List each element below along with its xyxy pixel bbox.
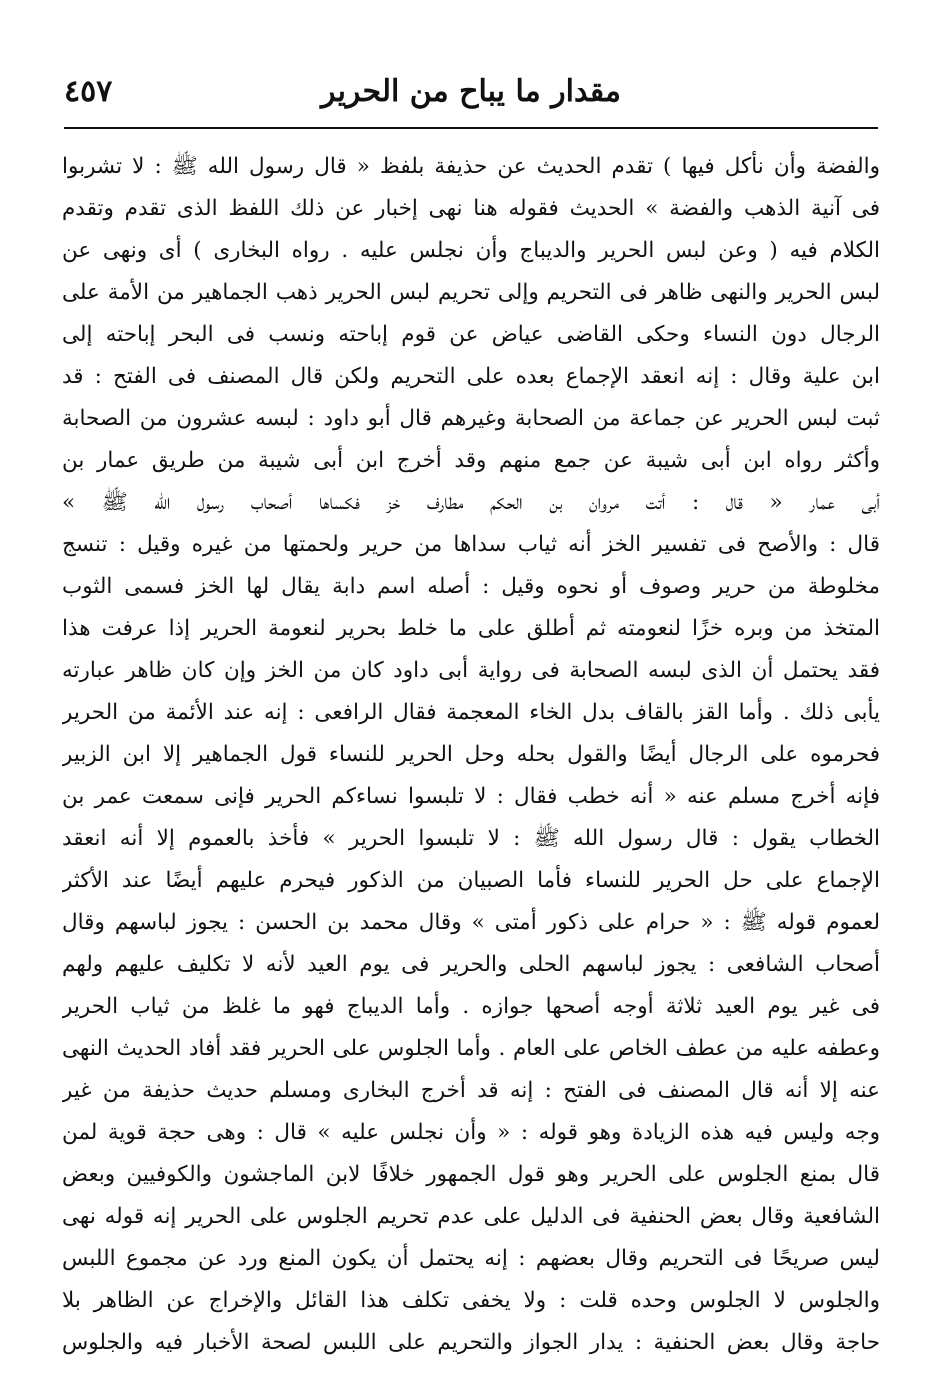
text-line: عنه إلا أنه قال المصنف فى الفتح : إنه قد أخرج البخارى ومسلم حديث حذيفة من غير <box>62 1078 880 1103</box>
text-line: الإجماع على حل الحرير للنساء فأما الصبيان من الذكور فيحرم عليهم أيضًا عند الأكثر <box>62 868 880 893</box>
text-line: فحرموه على الرجال أيضًا والقول بحله وحل الحرير للنساء قول الجماهير إلا ابن الزبير <box>62 742 880 767</box>
text-line: لبس الحرير والنهى ظاهر فى التحريم وإلى تحريم لبس الحرير ذهب الجماهير من الأمة على <box>62 280 880 305</box>
text-line: الكلام فيه ( وعن لبس الحرير والديباج وأن نجلس عليه . رواه البخارى ) أى ونهى عن <box>62 238 880 263</box>
text-line: فقد يحتمل أن الذى لبسه الصحابة فى رواية أبى داود كان من الخز وإن كان ظاهر عبارته <box>62 658 880 683</box>
text-line: فى غير يوم العيد ثلاثة أوجه أصحها جوازه . وأما الديباج فهو ما غلظ من ثياب الحرير <box>62 994 880 1019</box>
text-line: والجلوس لا الجلوس وحده قلت : ولا يخفى تكلف هذا القائل والإخراج عن الظاهر بلا <box>62 1288 880 1313</box>
text-line: وأكثر رواه ابن أبى شيبة عن جمع منهم وقد أخرج ابن أبى شيبة من طريق عمار بن <box>62 448 880 473</box>
page-number: ٤٥٧ <box>64 74 113 109</box>
text-line: ابن علية وقال : إنه انعقد الإجماع بعده على التحريم ولكن قال المصنف فى الفتح : قد <box>62 364 880 389</box>
text-line: فإنه أخرج مسلم عنه « أنه خطب فقال : لا تلبسوا نساءكم الحرير فإنى سمعت عمر بن <box>62 784 880 809</box>
text-line: قال بمنع الجلوس على الحرير وهو قول الجمهور خلافًا لابن الماجشون والكوفيين وبعض <box>62 1162 880 1187</box>
text-line: وعطفه عليه من عطف الخاص على العام . وأما الجلوس على الحرير فقد أفاد الحديث النهى <box>62 1036 880 1061</box>
text-line: حاجة وقال بعض الحنفية : يدار الجواز والتحريم على اللبس لصحة الأخبار فيه والجلوس <box>62 1330 880 1355</box>
text-line: لعموم قوله ﷺ : « حرام على ذكور أمتى » وقال محمد بن الحسن : يجوز لباسهم وقال <box>62 910 880 935</box>
header-divider <box>64 127 878 129</box>
text-line: ليس صريحًا فى التحريم وقال بعضهم : إنه يحتمل أن يكون المنع ورد عن مجموع اللبس <box>62 1246 880 1271</box>
text-line: قال : والأصح فى تفسير الخز أنه ثياب سداها من حرير ولحمتها من غيره وقيل : تنسج <box>62 532 880 557</box>
text-line: مخلوطة من حرير وصوف أو نحوه وقيل : أصله اسم دابة يقال لها الخز فسمى الثوب <box>62 574 880 599</box>
body-text <box>62 146 880 1364</box>
text-line: فى آنية الذهب والفضة » الحديث فقوله هنا نهى إخبار عن ذلك اللفظ الذى تقدم وتقدم <box>62 196 880 221</box>
text-line: المتخذ من وبره خزًا لنعومته ثم أطلق على ما خلط بحرير لنعومة الحرير إذا عرفت هذا <box>62 616 880 641</box>
page-header <box>64 62 878 122</box>
text-line: والفضة وأن نأكل فيها ) تقدم الحديث عن حذيفة بلفظ « قال رسول الله ﷺ : لا تشربوا <box>62 154 880 179</box>
text-line: أصحاب الشافعى : يجوز لباسهم الحلى والحرير فى يوم العيد لأنه لا تكليف عليهم ولهم <box>62 952 880 977</box>
running-title: مقدار ما يباح من الحرير <box>321 74 621 109</box>
text-line: وجه وليس فيه هذه الزيادة وهو قوله : « وأن نجلس عليه » قال : وهى حجة قوية لمن <box>62 1120 880 1145</box>
text-line: يأبى ذلك . وأما القز بالقاف بدل الخاء المعجمة فقال الرافعى : إنه عند الأئمة من الحرير <box>62 700 880 725</box>
text-line: الخطاب يقول : قال رسول الله ﷺ : لا تلبسوا الحرير » فأخذ بالعموم إلا أنه انعقد <box>62 826 880 851</box>
text-line: ثبت لبس الحرير عن جماعة من الصحابة وغيرهم قال أبو داود : لبسه عشرون من الصحابة <box>62 406 880 431</box>
text-line: الرجال دون النساء وحكى القاضى عياض عن قوم إباحته ونسب فى البحر إباحته إلى <box>62 322 880 347</box>
text-line: الشافعية وقال بعض الحنفية فى الدليل على عدم تحريم الجلوس على الحرير إنه قوله نهى <box>62 1204 880 1229</box>
text-line: أبى عمار « قال : أتت مروان بن الحكم مطارف خز فكساها أصحاب رسول الله ﷺ » <box>62 490 880 515</box>
